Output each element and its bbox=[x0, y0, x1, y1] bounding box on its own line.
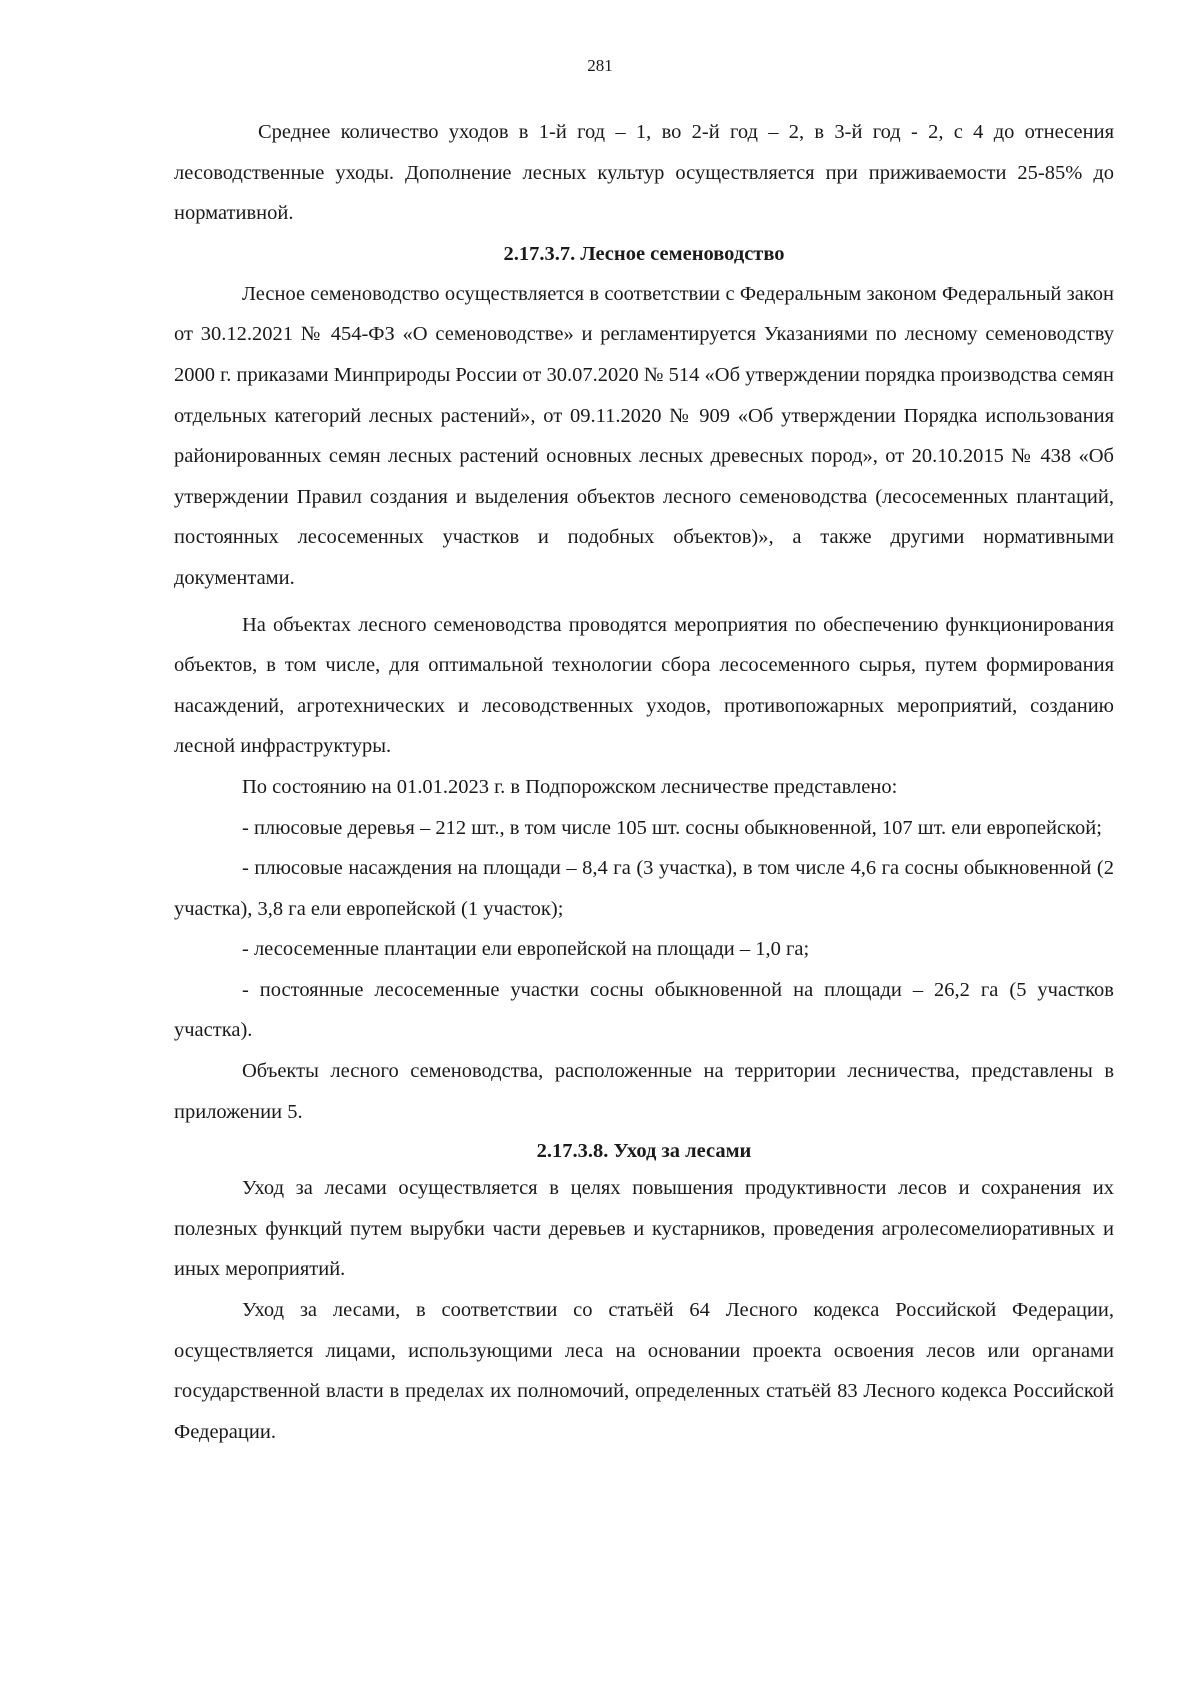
list-item: - плюсовые насаждения на площади – 8,4 га (3 участка), в том числе 4,6 га сосны обыкновенной (2 участка), 3,8 га ели европейской (1 участок); bbox=[174, 857, 1114, 920]
section-heading-seed-production: 2.17.3.7. Лесное семеноводство bbox=[503, 242, 785, 265]
list-item: - постоянные лесосеменные участки сосны обыкновенной на площади – 26,2 га (5 участков участка). bbox=[174, 978, 1114, 1042]
paragraph: Уход за лесами осуществляется в целях повышения продуктивности лесов и сохранения их полезных функций путем вырубки части деревьев и кустарников, проведения агролесомелиоративных и иных мероприятий. bbox=[174, 1177, 1114, 1281]
document-body bbox=[174, 112, 1114, 1452]
paragraph: Уход за лесами, в соответствии со статьёй 64 Лесного кодекса Российской Федерации, осуществляется лицами, использующими леса на основании проекта освоения лесов или органами государственной власти в пределах их полномочий, определенных статьёй 83 Лесного кодекса Российской Федерации. bbox=[174, 1299, 1114, 1443]
paragraph: По состоянию на 01.01.2023 г. в Подпорожском лесничестве представлено: bbox=[242, 775, 898, 798]
paragraph: На объектах лесного семеноводства проводятся мероприятия по обеспечению функционирования объектов, в том числе, для оптимальной технологии сбора лесосеменного сырья, путем формирования насаждений, агротехнических и лесоводственных уходов, противопожарных мероприятий, созданию лесной инфраструктуры. bbox=[174, 613, 1114, 758]
list-item: - лесосеменные плантации ели европейской на площади – 1,0 га; bbox=[242, 938, 810, 961]
paragraph: Объекты лесного семеноводства, расположенные на территории лесничества, представлены в приложении 5. bbox=[174, 1060, 1114, 1123]
paragraph: Лесное семеноводство осуществляется в соответствии с Федеральным законом Федеральный закон от 30.12.2021 № 454-ФЗ «О семеноводстве» и регламентируется Указаниями по лесному семеноводству 2000 г. приказами Минприроды России от 30.07.2020 № 514 «Об утверждении порядка производства семян отдельных категорий лесных растений», от 09.11.2020 № 909 «Об утверждении Порядка использования районированных семян лесных растений основных лесных древесных пород», от 20.10.2015 № 438 «Об утверждении Правил создания и выделения объектов лесного семеноводства (лесосеменных плантаций, постоянных лесосеменных участков и подобных объектов)», а также другими нормативными документами. bbox=[174, 282, 1114, 589]
section-heading-forest-care: 2.17.3.8. Уход за лесами bbox=[536, 1140, 752, 1163]
page-number: 281 bbox=[587, 56, 613, 75]
list-item: - плюсовые деревья – 212 шт., в том числе 105 шт. сосны обыкновенной, 107 шт. ели европейской; bbox=[242, 816, 1102, 839]
paragraph: Среднее количество уходов в 1-й год – 1, во 2-й год – 2, в 3-й год - 2, с 4 до отнесения лесоводственные уходы. Дополнение лесных культур осуществляется при приживаемости 25-85% до нормативной. bbox=[174, 121, 1114, 225]
